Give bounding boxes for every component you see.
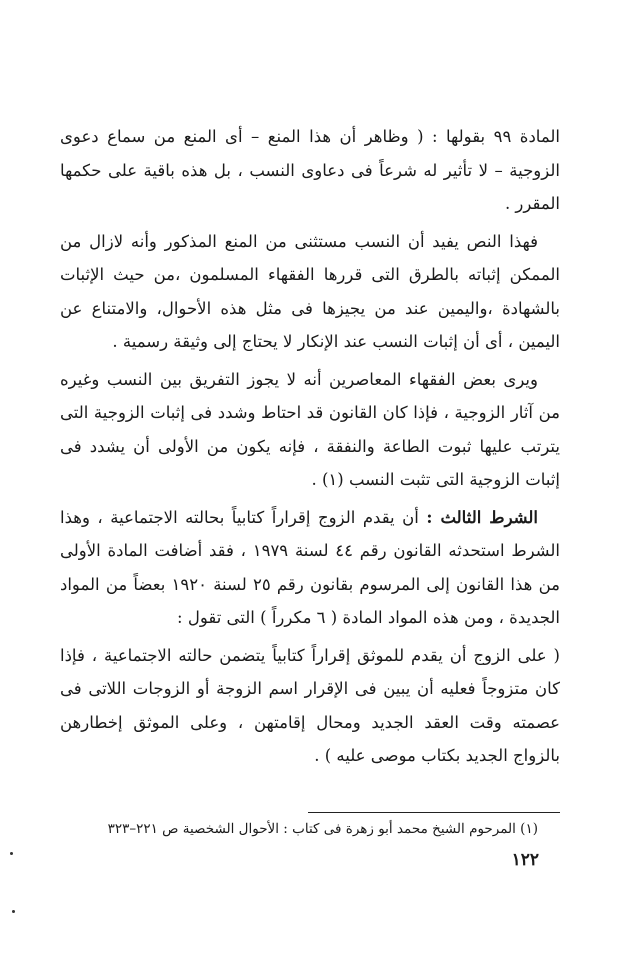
page-body: [60, 120, 560, 777]
scan-speck: [10, 852, 13, 855]
footnote: (١) المرحوم الشيخ محمد أبو زهرة فى كتاب : الأحوال الشخصية ص ٢٢١–٣٢٣: [107, 821, 538, 837]
paragraph-proof-of-lineage: فهذا النص يفيد أن النسب مستثنى من المنع المذكور وأنه لازال من الممكن إثباته بالطرق التى قررها الفقهاء المسلمون ،من حيث الإثبات بالشهادة ،واليمين عند من يجيزها فى مثل هذه الأحوال، والامتناع عن اليمين ، أى أن إثبات النسب عند الإنكار لا يحتاج إلى وثيقة رسمية .: [60, 231, 560, 351]
paragraph-third-condition: [60, 501, 560, 635]
paragraph-quote: ( على الزوج أن يقدم للموثق إقراراً كتابياً يتضمن حالته الاجتماعية ، فإذا كان متزوجاً فعليه أن يبين فى الإقرار اسم الزوجة أو الزوجات اللاتى فى عصمته وقت العقد الجديد ومحال إقامتهن ، وعلى الموثق إخطارهن بالزواج الجديد بكتاب موصى عليه ) .: [60, 645, 560, 765]
footnote-divider: [308, 812, 560, 813]
condition-text: أن يقدم الزوج إقراراً كتابياً بحالته الاجتماعية ، وهذا الشرط استحدثه القانون رقم ٤٤ لسنة ١٩٧٩ ، فقد أضافت المادة الأولى من هذا القانون إلى المرسوم بقانون رقم ٢٥ لسنة ١٩٢٠ بعضاً من المواد الجديدة ، ومن هذه المواد المادة ( ٦ مكرراً ) التى تقول :: [60, 507, 561, 627]
paragraph-article-99: المادة ٩٩ بقولها : ( وظاهر أن هذا المنع – أى المنع من سماع دعوى الزوجية – لا تأثير له شرعاً فى دعاوى النسب ، بل هذه باقية على حكمها المقرر .: [60, 127, 560, 213]
scan-speck: [12, 910, 15, 913]
paragraph-contemporary-jurists: ويرى بعض الفقهاء المعاصرين أنه لا يجوز التفريق بين النسب وغيره من آثار الزوجية ، فإذا كان القانون قد احتاط وشدد فى إثبات الزوجية التى يترتب عليها ثبوت الطاعة والنفقة ، فإنه يكون من الأولى أن يشدد فى إثبات الزوجية التى تثبت النسب (١) .: [60, 369, 560, 489]
page-number: ١٢٢: [511, 850, 539, 870]
condition-heading: الشرط الثالث :: [426, 507, 539, 527]
